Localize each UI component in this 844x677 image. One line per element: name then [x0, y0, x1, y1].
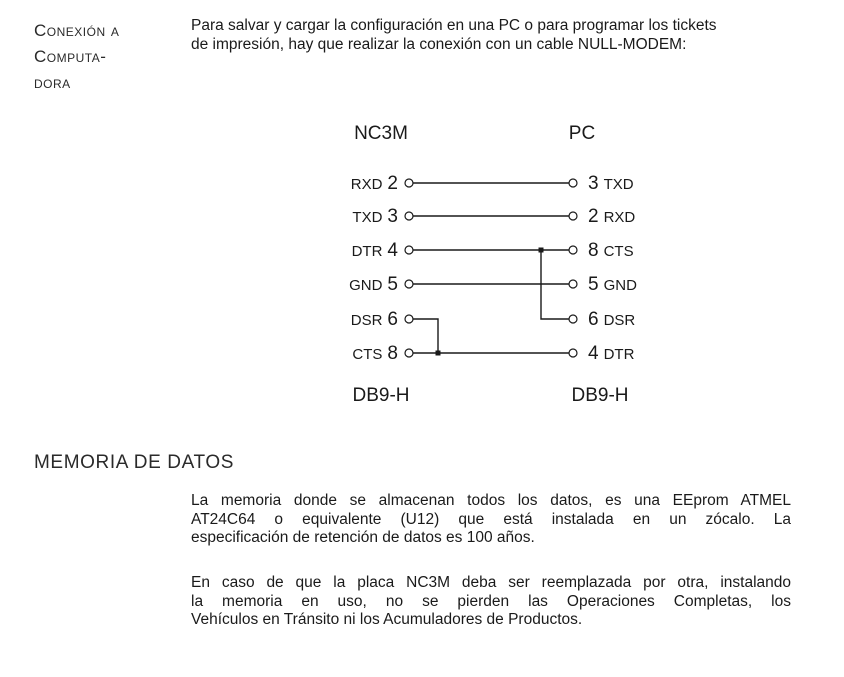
intro-line: Para salvar y cargar la configuración en una PC o para programar los tickets: [191, 17, 717, 34]
junction-dots: [436, 248, 544, 356]
left-pin-circle: [405, 280, 413, 288]
section-title-line: Conexión a: [34, 21, 120, 40]
right-connector-header: PC: [568, 123, 596, 144]
memory-paragraph-1: [191, 492, 791, 548]
right-pin-circle: [569, 179, 577, 187]
paragraph-line: AT24C64 o equivalente (U12) que está instalada en un zócalo. La: [191, 510, 791, 528]
svg-text:4DTR: [588, 343, 635, 364]
junction-dot: [539, 248, 544, 253]
pin-number: 6: [387, 309, 398, 330]
pin-number: 4: [387, 240, 398, 261]
svg-text:5GND: [588, 274, 637, 295]
left-pin-circle: [405, 315, 413, 323]
pin-circles: [405, 179, 577, 357]
pin-name: RXD: [350, 176, 383, 193]
section-title-line: Computa-: [34, 47, 107, 66]
svg-text:DSR6: [351, 309, 398, 330]
memory-paragraph-2: [191, 574, 791, 630]
paragraph-line: la memoria en uso, no se pierden las Operaciones Completas, los: [191, 592, 791, 610]
pin-name: CTS: [603, 243, 634, 260]
pin-name: RXD: [603, 209, 636, 226]
svg-text:GND5: [349, 274, 398, 295]
right-connector-footer: DB9-H: [571, 385, 629, 406]
pin-name: CTS: [352, 346, 383, 363]
right-pin-labels: [588, 173, 637, 364]
pin-name: TXD: [603, 176, 634, 193]
right-pin-circle: [569, 349, 577, 357]
pin-number: 3: [588, 173, 599, 194]
svg-text:2RXD: [588, 206, 635, 227]
left-connector-header: NC3M: [354, 123, 408, 144]
section-title-memoria: MEMORIA DE DATOS: [34, 452, 234, 473]
paragraph-line: Vehículos en Tránsito ni los Acumuladores de Productos.: [191, 611, 583, 628]
left-pin-circle: [405, 246, 413, 254]
paragraph-line: especificación de retención de datos es 100 años.: [191, 529, 535, 546]
wire-dsr-cts-bridge: [413, 319, 438, 353]
right-pin-circle: [569, 315, 577, 323]
svg-text:8CTS: [588, 240, 634, 261]
pin-number: 8: [588, 240, 599, 261]
svg-text:3TXD: [588, 173, 634, 194]
paragraph-line: En caso de que la placa NC3M deba ser reemplazada por otra, instalando: [191, 574, 791, 591]
pin-name: DTR: [603, 346, 635, 363]
wires: [413, 183, 569, 353]
pin-number: 2: [387, 173, 398, 194]
right-pin-circle: [569, 212, 577, 220]
junction-dot: [436, 351, 441, 356]
pin-number: 4: [588, 343, 599, 364]
pin-number: 8: [387, 343, 398, 364]
pin-name: TXD: [352, 209, 383, 226]
svg-text:RXD2: [351, 173, 398, 194]
pin-number: 2: [588, 206, 599, 227]
pin-number: 3: [387, 206, 398, 227]
right-pin-circle: [569, 246, 577, 254]
pin-name: GND: [349, 277, 383, 294]
pin-name: DSR: [350, 312, 383, 329]
right-pin-circle: [569, 280, 577, 288]
left-pin-circle: [405, 212, 413, 220]
left-connector-footer: DB9-H: [352, 385, 410, 406]
svg-text:6DSR: [588, 309, 635, 330]
left-pin-labels: [349, 173, 398, 364]
pin-name: DSR: [603, 312, 636, 329]
svg-text:CTS8: [352, 343, 398, 364]
pin-number: 5: [387, 274, 398, 295]
pin-name: GND: [603, 277, 637, 294]
svg-text:TXD3: [352, 206, 398, 227]
svg-text:DTR4: [352, 240, 399, 261]
pin-number: 6: [588, 309, 599, 330]
intro-line: de impresión, hay que realizar la conexión con un cable NULL-MODEM:: [191, 36, 687, 53]
left-pin-circle: [405, 179, 413, 187]
section-title-line: dora: [34, 73, 71, 92]
pin-name: DTR: [351, 243, 383, 260]
left-pin-circle: [405, 349, 413, 357]
paragraph-line: La memoria donde se almacenan todos los datos, es una EEprom ATMEL: [191, 492, 791, 509]
pin-number: 5: [588, 274, 599, 295]
